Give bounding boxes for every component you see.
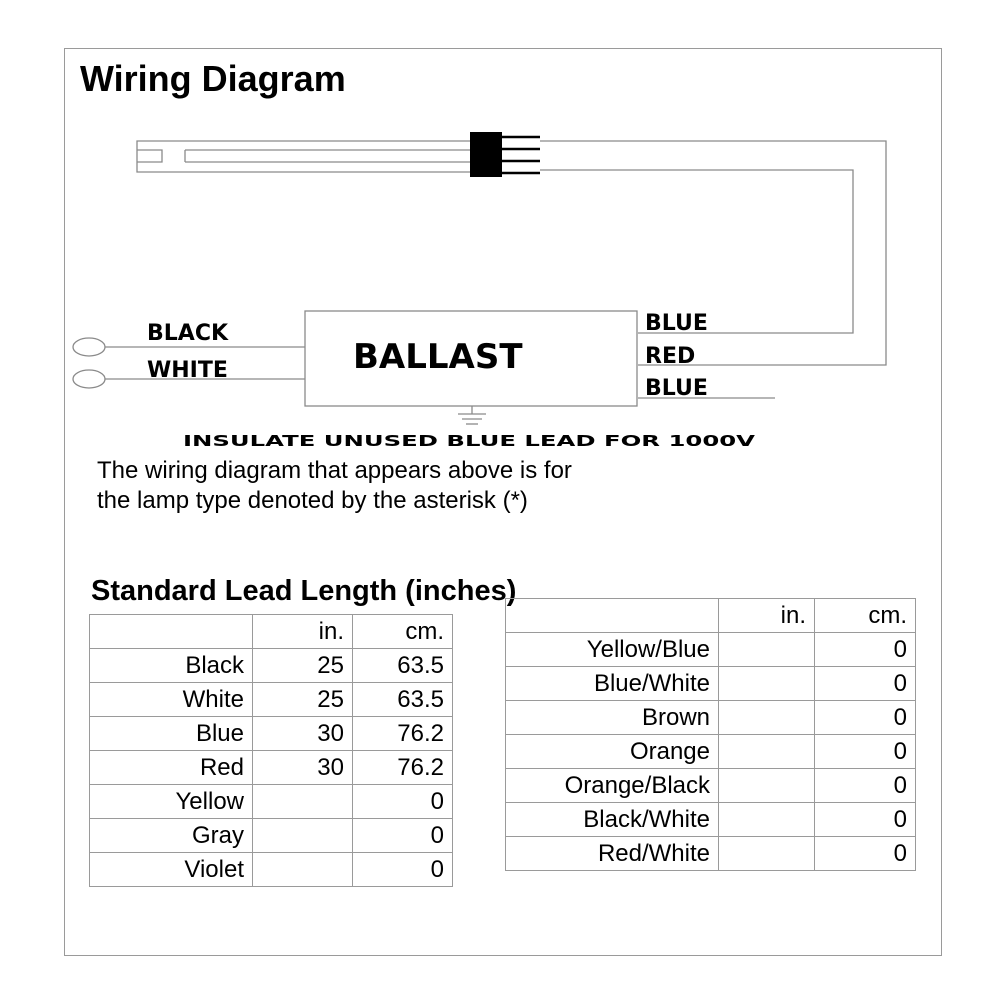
diagram-note-line: The wiring diagram that appears above is for [97,457,572,484]
lead-cm-cell: 0 [353,853,453,887]
lead-cm-cell: 0 [353,785,453,819]
insulate-note: INSULATE UNUSED BLUE LEAD FOR 1000V [183,432,756,450]
table-row [506,633,916,667]
lead-color-cell: Yellow/Blue [506,633,719,667]
ballast-label: BALLAST [353,337,523,377]
lead-color-cell: Brown [506,701,719,735]
lamp-socket [470,132,502,177]
lead-color-cell: White [90,683,253,717]
lamp-tube [137,141,470,172]
lead-color-cell: Blue/White [506,667,719,701]
table-header-row [506,599,916,633]
lead-cm-cell: 0 [815,735,916,769]
wire-nut-black [73,338,105,356]
lead-inches-cell [719,735,815,769]
lead-length-title: Standard Lead Length (inches) [91,575,517,607]
table-row [90,785,453,819]
lead-cm-cell: 63.5 [353,649,453,683]
lead-label-white: WHITE [147,358,228,383]
table-row [506,735,916,769]
lead-color-cell: Gray [90,819,253,853]
lead-inches-cell [719,803,815,837]
lead-inches-cell [253,785,353,819]
lead-cm-cell: 0 [815,633,916,667]
table-row [90,683,453,717]
lead-cm-cell: 0 [815,667,916,701]
table-header-cell: in. [719,599,815,633]
lead-cm-cell: 0 [815,769,916,803]
lead-inches-cell: 25 [253,649,353,683]
lead-color-cell: Black [90,649,253,683]
lead-cm-cell: 0 [815,803,916,837]
lead-color-cell: Blue [90,717,253,751]
wire-nut-white [73,370,105,388]
table-header-cell [90,615,253,649]
lead-label-black: BLACK [147,321,229,346]
lead-cm-cell: 63.5 [353,683,453,717]
table-row [506,667,916,701]
lead-inches-cell: 30 [253,751,353,785]
table-header-cell [506,599,719,633]
table-row [90,853,453,887]
wiring-diagram [0,0,1000,460]
diagram-note-line: the lamp type denoted by the asterisk (*) [97,487,528,514]
lead-inches-cell [719,769,815,803]
lead-color-cell: Violet [90,853,253,887]
table-row [90,751,453,785]
lead-label-blue-2: BLUE [645,376,708,401]
lead-color-cell: Orange/Black [506,769,719,803]
lead-cm-cell: 76.2 [353,717,453,751]
diagram-note [97,456,572,516]
lead-inches-cell [719,633,815,667]
table-row [90,649,453,683]
lead-inches-cell [719,667,815,701]
lead-length-table-left [89,614,453,887]
table-header-cell: cm. [353,615,453,649]
wire-red [540,170,853,333]
table-header-cell: cm. [815,599,916,633]
lead-length-table-right [505,598,916,871]
table-row [90,717,453,751]
table-row [506,837,916,871]
lead-inches-cell: 30 [253,717,353,751]
lead-color-cell: Red [90,751,253,785]
lead-inches-cell [719,701,815,735]
table-row [506,803,916,837]
lead-cm-cell: 76.2 [353,751,453,785]
table-row [506,769,916,803]
table-header-cell: in. [253,615,353,649]
table-row [506,701,916,735]
page-title: Wiring Diagram [80,58,346,99]
lead-cm-cell: 0 [815,701,916,735]
lead-color-cell: Orange [506,735,719,769]
lead-inches-cell [719,837,815,871]
lead-color-cell: Red/White [506,837,719,871]
lead-color-cell: Black/White [506,803,719,837]
lamp-tube-slot [137,150,162,162]
lead-inches-cell [253,819,353,853]
lead-cm-cell: 0 [353,819,453,853]
lead-inches-cell: 25 [253,683,353,717]
lead-cm-cell: 0 [815,837,916,871]
table-header-row [90,615,453,649]
table-row [90,819,453,853]
lead-label-red: RED [645,344,696,369]
lead-inches-cell [253,853,353,887]
lead-label-blue-1: BLUE [645,311,708,336]
wire-blue-1 [540,141,886,365]
lead-color-cell: Yellow [90,785,253,819]
